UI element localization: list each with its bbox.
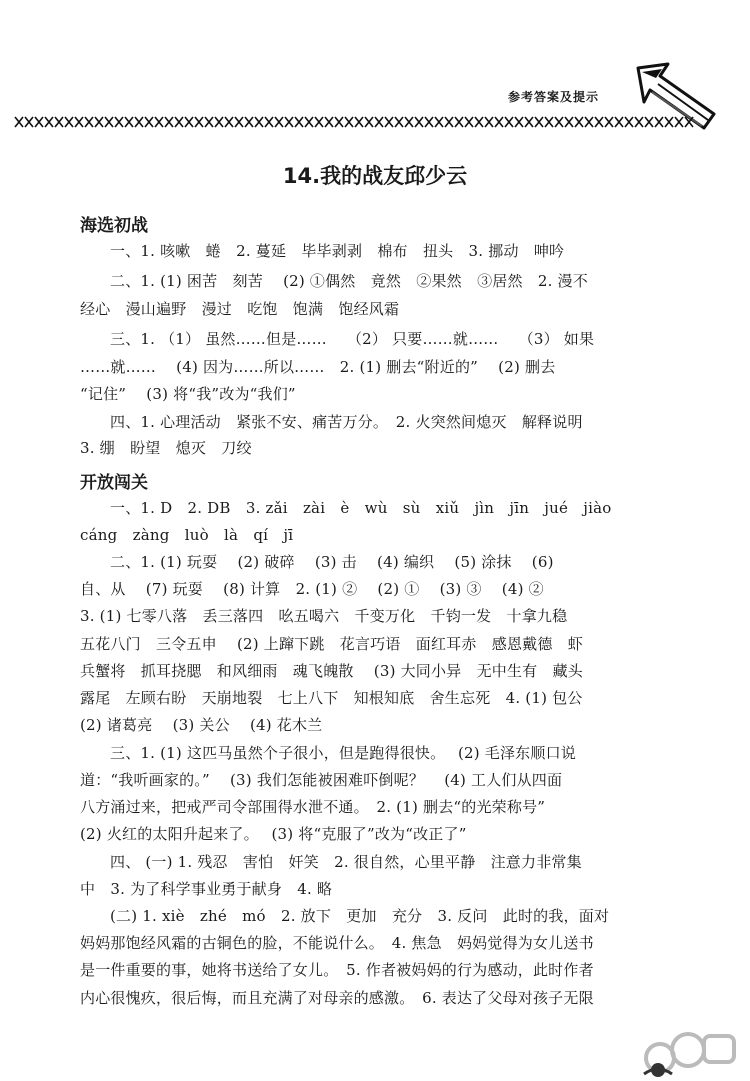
header-label: 参考答案及提示 [508, 90, 600, 104]
answer-line: 一、1. 咳嗽 蜷 2. 蔓延 毕毕剥剥 棉布 扭头 3. 挪动 呻吟 [110, 242, 565, 260]
answer-line: 3. 绷 盼望 熄灭 刀绞 [80, 439, 252, 457]
answer-line: “记住” (3) 将“我”改为“我们” [80, 385, 296, 403]
answer-line: 是一件重要的事，她将书送给了女儿。 5. 作者被妈妈的行为感动，此时作者 [80, 961, 594, 979]
answer-line: 妈妈那饱经风霜的古铜色的脸，不能说什么。 4. 焦急 妈妈觉得为女儿送书 [80, 934, 594, 952]
answer-line: 二、1. (1) 玩耍 (2) 破碎 (3) 击 (4) 编织 (5) 涂抹 (6) [110, 553, 554, 571]
answer-line: 露尾 左顾右盼 天崩地裂 七上八下 知根知底 舍生忘死 4. (1) 包公 [80, 689, 583, 707]
page-title: 14.我的战友邱少云 [282, 164, 468, 188]
answer-line: 五花八门 三令五申 (2) 上蹿下跳 花言巧语 面红耳赤 感恩戴德 虾 [80, 635, 583, 653]
header-border-pattern [14, 114, 694, 130]
answer-line: 内心很愧疚，很后悔，而且充满了对母亲的感激。 6. 表达了父母对孩子无限 [80, 989, 594, 1007]
answer-line: 一、1. D 2. DB 3. zǎi zài è wù sù xiǔ jìn jīn jué jiào [110, 499, 612, 517]
answer-line: 道：“我听画家的。” (3) 我们怎能被困难吓倒呢？ (4) 工人们从四面 [80, 771, 563, 789]
watermark-logo [600, 1022, 750, 1081]
answer-line: 四、 (一) 1. 残忍 害怕 奸笑 2. 很自然，心里平静 注意力非常集 [110, 853, 582, 871]
answer-line: (2) 诸葛亮 (3) 关公 (4) 花木兰 [80, 716, 323, 734]
section-heading-haixuan: 海选初战 [80, 216, 148, 236]
section-heading-kaifang: 开放闯关 [80, 473, 148, 493]
answer-line: ……就…… (4) 因为……所以…… 2. (1) 删去“附近的” (2) 删去 [80, 358, 556, 376]
answer-line: 三、1. （1） 虽然……但是…… （2） 只要……就…… （3） 如果 [110, 330, 595, 348]
answer-line: 四、1. 心理活动 紧张不安、痛苦万分。 2. 火突然间熄灭 解释说明 [110, 413, 583, 431]
answer-line: (2) 火红的太阳升起来了。 (3) 将“克服了”改为“改正了” [80, 825, 467, 843]
answer-line: (二) 1. xiè zhé mó 2. 放下 更加 充分 3. 反问 此时的我，面对 [110, 907, 610, 925]
answer-line: 经心 漫山遍野 漫过 吃饱 饱满 饱经风霜 [80, 300, 400, 318]
answer-line: 三、1. (1) 这匹马虽然个子很小，但是跑得很快。 (2) 毛泽东顺口说 [110, 744, 576, 762]
answer-line: 自、从 (7) 玩耍 (8) 计算 2. (1) ② (2) ① (3) ③ (4) ② [80, 580, 544, 598]
answer-line: 八方涌过来，把戒严司令部围得水泄不通。 2. (1) 删去“的光荣称号” [80, 798, 546, 816]
answer-line: 3. (1) 七零八落 丢三落四 吆五喝六 千变万化 千钧一发 十拿九稳 [80, 607, 568, 625]
answer-line: 中 3. 为了科学事业勇于献身 4. 略 [80, 880, 333, 898]
answer-line: cáng zàng luò là qí jī [80, 526, 294, 544]
answer-line: 兵蟹将 抓耳挠腮 和风细雨 魂飞魄散 (3) 大同小异 无中生有 藏头 [80, 662, 583, 680]
answer-line: 二、1. (1) 困苦 刻苦 (2) ①偶然 竟然 ②果然 ③居然 2. 漫不 [110, 272, 588, 290]
